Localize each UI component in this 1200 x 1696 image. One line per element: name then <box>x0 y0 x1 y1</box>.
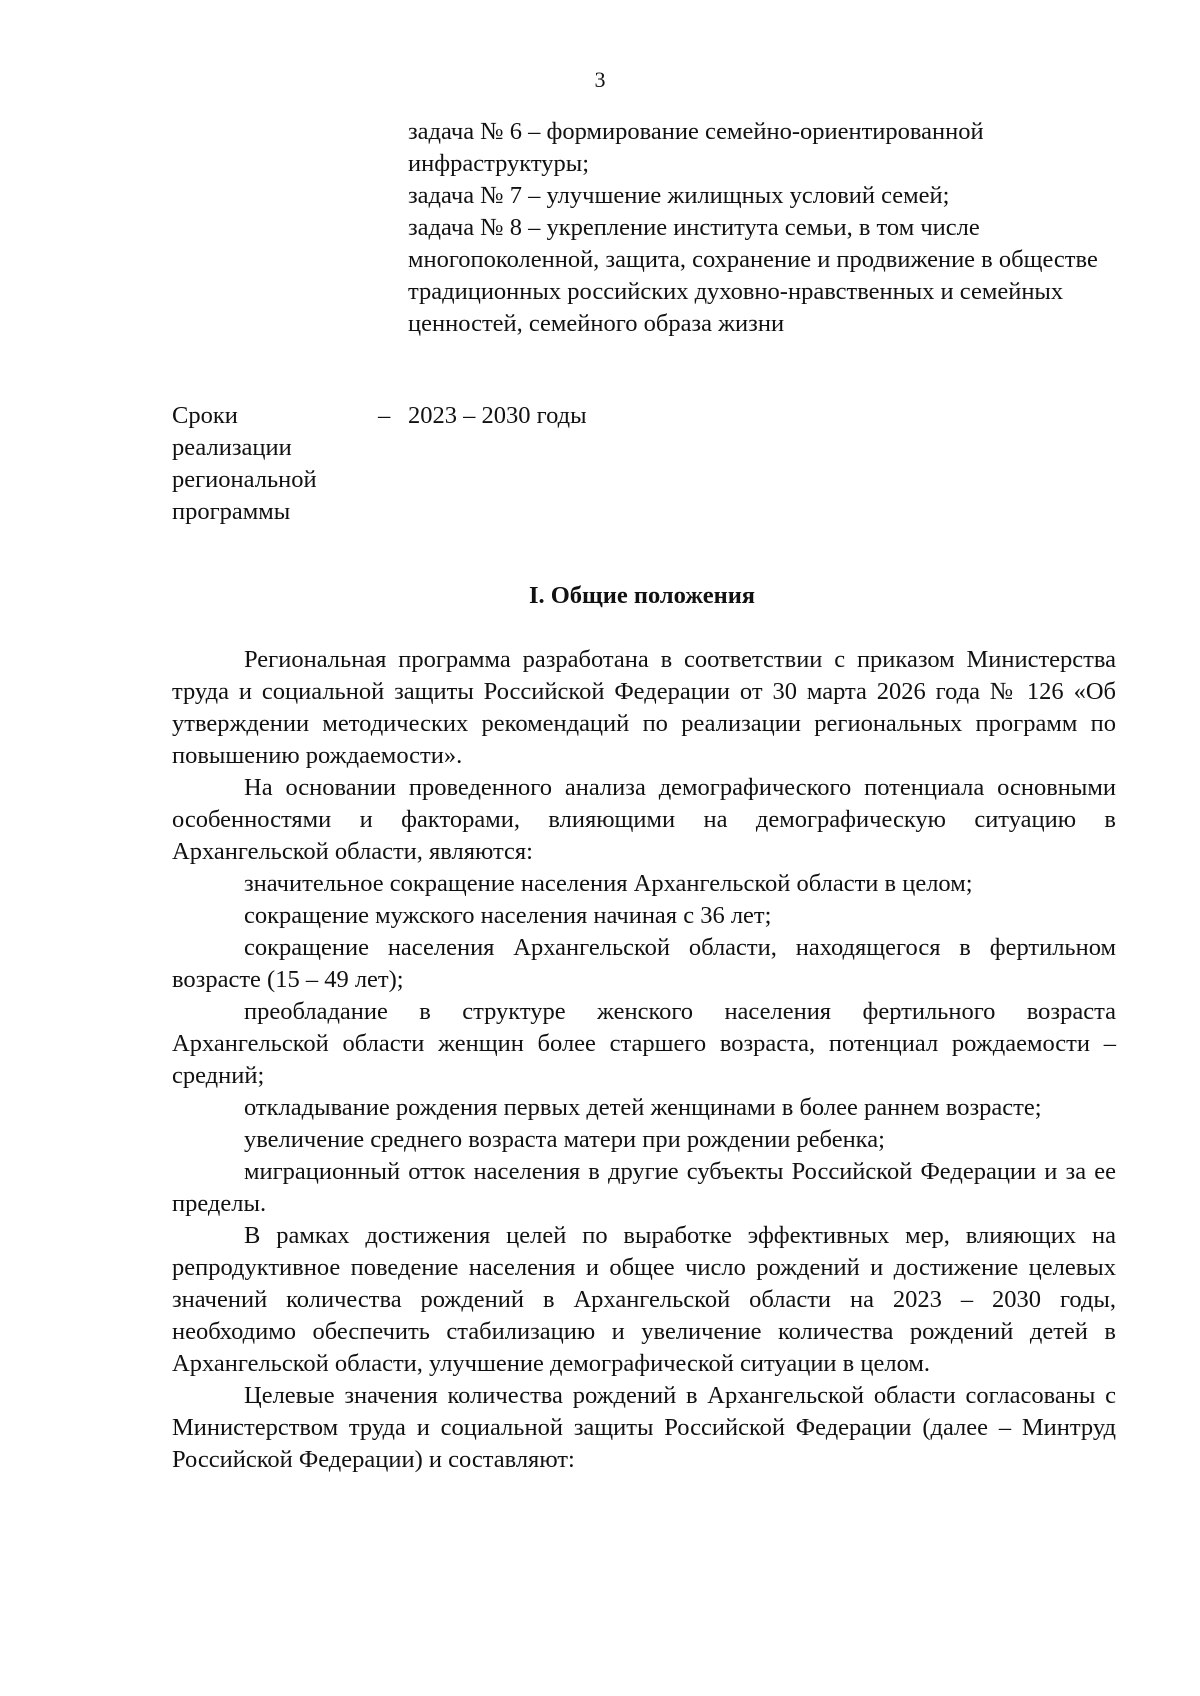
task-item: задача № 8 – укрепление института семьи, в том числе многопоколенной, защита, сохранение и продвижение в обществе традиционных российских духовно-нравственных и семейных ценностей, семейного образа жизни <box>408 214 1098 337</box>
task-item: задача № 7 – улучшение жилищных условий семей; <box>408 182 950 209</box>
paragraph: сокращение населения Архангельской области, находящегося в фертильном возрасте (15 – 49 лет); <box>172 934 1116 993</box>
paragraph: Региональная программа разработана в соответствии с приказом Министерства труда и социальной защиты Российской Федерации от 30 марта 2026 года № 126 «Об утверждении методических рекомендаций по реализации региональных программ по повышению рождаемости». <box>172 646 1116 769</box>
paragraph: преобладание в структуре женского населения фертильного возраста Архангельской области женщин более старшего возраста, потенциал рождаемости – средний; <box>172 998 1116 1089</box>
paragraph: миграционный отток населения в другие субъекты Российской Федерации и за ее пределы. <box>172 1158 1116 1217</box>
implementation-term-row <box>172 400 1122 540</box>
task-item: задача № 6 – формирование семейно-ориентированной инфраструктуры; <box>408 118 984 177</box>
page-number: 3 <box>594 67 606 92</box>
paragraph: Целевые значения количества рождений в Архангельской области согласованы с Министерством труда и социальной защиты Российской Федерации (далее – Минтруд Российской Федерации) и составляют: <box>172 1382 1116 1473</box>
task-list <box>408 116 1108 340</box>
implementation-term-value: 2023 – 2030 годы <box>408 402 587 429</box>
paragraph: На основании проведенного анализа демографического потенциала основными особенностями и факторами, влияющими на демографическую ситуацию в Архангельской области, являются: <box>172 774 1116 865</box>
paragraph: сокращение мужского населения начиная с 36 лет; <box>244 902 772 929</box>
term-dash: – <box>378 402 391 429</box>
section-heading: I. Общие положения <box>528 582 756 609</box>
paragraph: увеличение среднего возраста матери при рождении ребенка; <box>244 1126 885 1153</box>
paragraph: откладывание рождения первых детей женщинами в более раннем возрасте; <box>244 1094 1042 1121</box>
term-label-line: реализации <box>172 434 292 461</box>
section-body <box>172 644 1116 1476</box>
term-label-line: программы <box>172 498 291 525</box>
implementation-term-label <box>172 400 372 528</box>
paragraph: значительное сокращение населения Архангельской области в целом; <box>244 870 973 897</box>
term-label-line: региональной <box>172 466 317 493</box>
term-label-line: Сроки <box>172 402 238 429</box>
paragraph: В рамках достижения целей по выработке эффективных мер, влияющих на репродуктивное поведение населения и общее число рождений и достижение целевых значений количества рождений в Архангельской области на 2023 – 2030 годы, необходимо обеспечить стабилизацию и увеличение количества рождений детей в Архангельской области, улучшение демографической ситуации в целом. <box>172 1222 1116 1377</box>
